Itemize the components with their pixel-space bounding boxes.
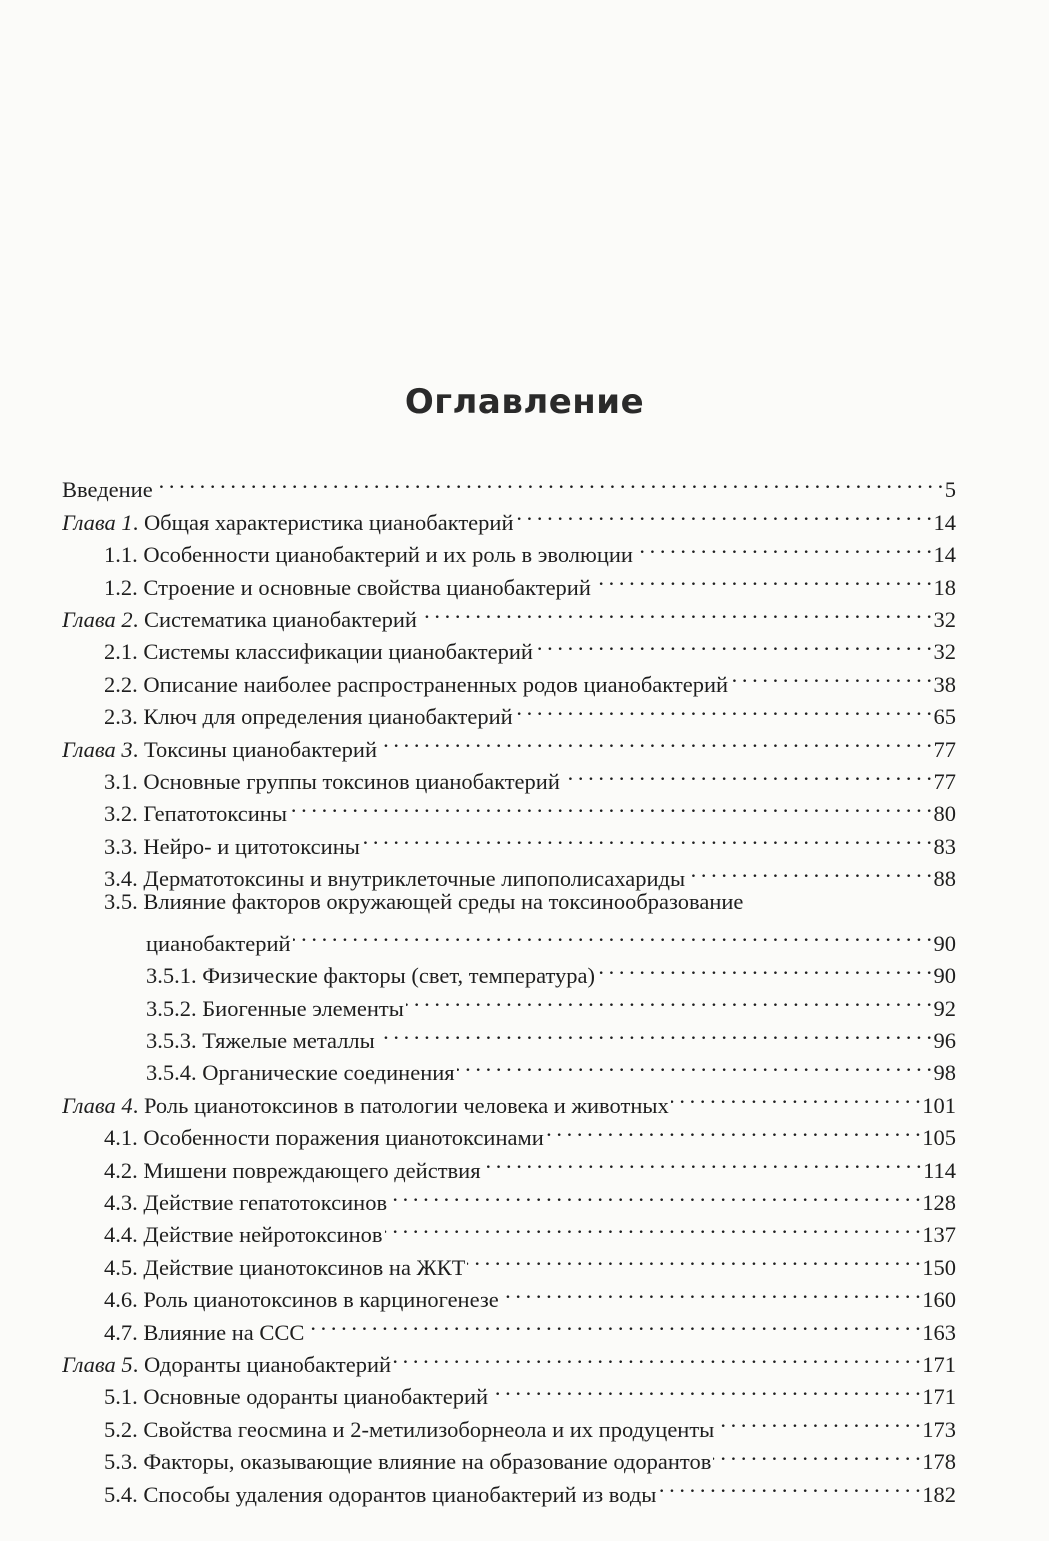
toc-page-number: 163: [922, 1319, 956, 1345]
toc-page-number: 90: [933, 930, 956, 956]
toc-entry-text: 3.3. Нейро- и цитотоксины: [104, 833, 360, 859]
toc-entry-text: 3.4. Дерматотоксины и внутриклеточные липополисахариды: [104, 866, 686, 892]
chapter-label: Глава 4: [62, 1092, 133, 1118]
toc-page-number: 178: [922, 1449, 956, 1475]
dot-leader: [389, 1178, 920, 1210]
toc-page-number: 18: [933, 574, 956, 600]
toc-entry-text: . Роль цианотоксинов в патологии человека и животных: [132, 1092, 669, 1118]
toc-page-number: 32: [933, 639, 956, 665]
toc-page-number: 80: [933, 801, 956, 827]
toc-page-number: 160: [922, 1287, 956, 1313]
dot-leader: [483, 1145, 922, 1177]
toc-section-3-5-cont[interactable]: [62, 918, 956, 956]
page-title: Оглавление: [404, 382, 645, 422]
dot-leader: [730, 659, 931, 691]
table-of-contents: [62, 465, 956, 1507]
toc-entry-text: 3.5.4. Органические соединения: [146, 1060, 455, 1086]
dot-leader: [687, 854, 931, 886]
toc-entry-text: Введение: [62, 477, 153, 503]
toc-page-number: 150: [922, 1254, 956, 1280]
toc-entry-text: . Систематика цианобактерий: [132, 606, 417, 632]
toc-entry-text: 1.2. Строение и основные свойства цианобактерий: [104, 574, 591, 600]
toc-page-number: 171: [922, 1351, 956, 1377]
toc-entry-text: 4.7. Влияние на ССС: [104, 1319, 305, 1345]
toc-section-3-5[interactable]: [62, 886, 956, 918]
dot-leader: [393, 1340, 920, 1372]
toc-page-number: 128: [922, 1189, 956, 1215]
toc-entry-text: 4.2. Мишени повреждающего действия: [104, 1157, 481, 1183]
dot-leader: [419, 595, 932, 627]
dot-leader: [289, 789, 932, 821]
dot-leader: [671, 1080, 921, 1112]
dot-leader: [406, 983, 932, 1015]
toc-page-number: 65: [933, 704, 956, 730]
toc-page-number: 98: [933, 1060, 956, 1086]
toc-entry-text: 4.5. Действие цианотоксинов на ЖКТ: [104, 1254, 466, 1280]
toc-entry-text: 5.2. Свойства геосмина и 2-метилизоборнеола и их продуценты: [104, 1416, 715, 1442]
toc-page-number: 14: [933, 509, 956, 535]
chapter-label: Глава 5: [62, 1351, 133, 1377]
toc-page-number: 173: [922, 1416, 956, 1442]
chapter-label: Глава 1: [62, 509, 133, 535]
dot-leader: [155, 465, 943, 497]
dot-leader: [716, 1404, 920, 1436]
toc-page-number: 5: [944, 477, 956, 503]
toc-page-number: 101: [922, 1092, 956, 1118]
toc-page-number: 77: [933, 736, 956, 762]
dot-leader: [635, 530, 932, 562]
dot-leader: [562, 757, 932, 789]
toc-page-number: 137: [922, 1222, 956, 1248]
toc-entry-text: 3.5.1. Физические факторы (свет, температура): [146, 963, 596, 989]
toc-entry-text: . Общая характеристика цианобактерий: [132, 509, 514, 535]
toc-entry-text: 4.3. Действие гепатотоксинов: [104, 1189, 388, 1215]
toc-entry-text: 2.3. Ключ для определения цианобактерий: [104, 704, 513, 730]
dot-leader: [467, 1242, 920, 1274]
toc-page-number: 90: [933, 963, 956, 989]
toc-page-number: 182: [922, 1481, 956, 1507]
toc-entry-text: 2.2. Описание наиболее распространенных родов цианобактерий: [104, 671, 729, 697]
toc-page-number: 114: [923, 1157, 956, 1183]
dot-leader: [713, 1437, 920, 1469]
dot-leader: [457, 1048, 932, 1080]
toc-page-number: 88: [933, 866, 956, 892]
toc-page-number: 92: [933, 995, 956, 1021]
toc-entry-text: . Токсины цианобактерий: [132, 736, 378, 762]
toc-page-number: 171: [922, 1384, 956, 1410]
toc-entry-intro[interactable]: [62, 465, 956, 503]
dot-leader: [293, 918, 932, 950]
dot-leader: [593, 562, 932, 594]
chapter-label: Глава 3: [62, 736, 133, 762]
dot-leader: [501, 1275, 921, 1307]
dot-leader: [379, 724, 931, 756]
dot-leader: [546, 1113, 921, 1145]
toc-page-number: 105: [922, 1125, 956, 1151]
toc-entry-text: 1.1. Особенности цианобактерий и их роль в эволюции: [104, 542, 633, 568]
toc-entry-text: цианобактерий: [146, 930, 291, 956]
dot-leader: [658, 1469, 920, 1501]
toc-page-number: 83: [933, 833, 956, 859]
toc-chapter-1[interactable]: [62, 497, 956, 535]
dot-leader: [385, 1210, 921, 1242]
dot-leader: [377, 1016, 932, 1048]
toc-page-number: 32: [933, 606, 956, 632]
toc-entry-text: 5.4. Способы удаления одорантов цианобактерий из воды: [104, 1481, 657, 1507]
toc-entry-text: 5.1. Основные одоранты цианобактерий: [104, 1384, 489, 1410]
toc-entry-text: 3.1. Основные группы токсинов цианобактерий: [104, 768, 560, 794]
toc-entry-text: 2.1. Системы классификации цианобактерий: [104, 639, 533, 665]
dot-leader: [535, 627, 932, 659]
toc-entry-text: . Одоранты цианобактерий: [132, 1351, 392, 1377]
dot-leader: [306, 1307, 920, 1339]
toc-entry-text: 4.6. Роль цианотоксинов в карциногенезе: [104, 1287, 499, 1313]
toc-page-number: 14: [933, 542, 956, 568]
dot-leader: [597, 951, 931, 983]
toc-entry-text: 3.2. Гепатотоксины: [104, 801, 287, 827]
dot-leader: [362, 821, 932, 853]
dot-leader: [490, 1372, 920, 1404]
toc-entry-text: 3.5. Влияние факторов окружающей среды на токсинообразование: [104, 889, 744, 915]
toc-entry-text: 3.5.3. Тяжелые металлы: [146, 1028, 375, 1054]
toc-entry-text: 4.1. Особенности поражения цианотоксинами: [104, 1125, 544, 1151]
dot-leader: [515, 692, 932, 724]
chapter-label: Глава 2: [62, 606, 133, 632]
toc-entry-text: 5.3. Факторы, оказывающие влияние на образование одорантов: [104, 1449, 712, 1475]
toc-page-number: 96: [933, 1028, 956, 1054]
toc-entry-text: 4.4. Действие нейротоксинов: [104, 1222, 383, 1248]
dot-leader: [516, 497, 932, 529]
toc-page-number: 77: [933, 768, 956, 794]
toc-page-number: 38: [933, 671, 956, 697]
toc-entry-text: 3.5.2. Биогенные элементы: [146, 995, 404, 1021]
